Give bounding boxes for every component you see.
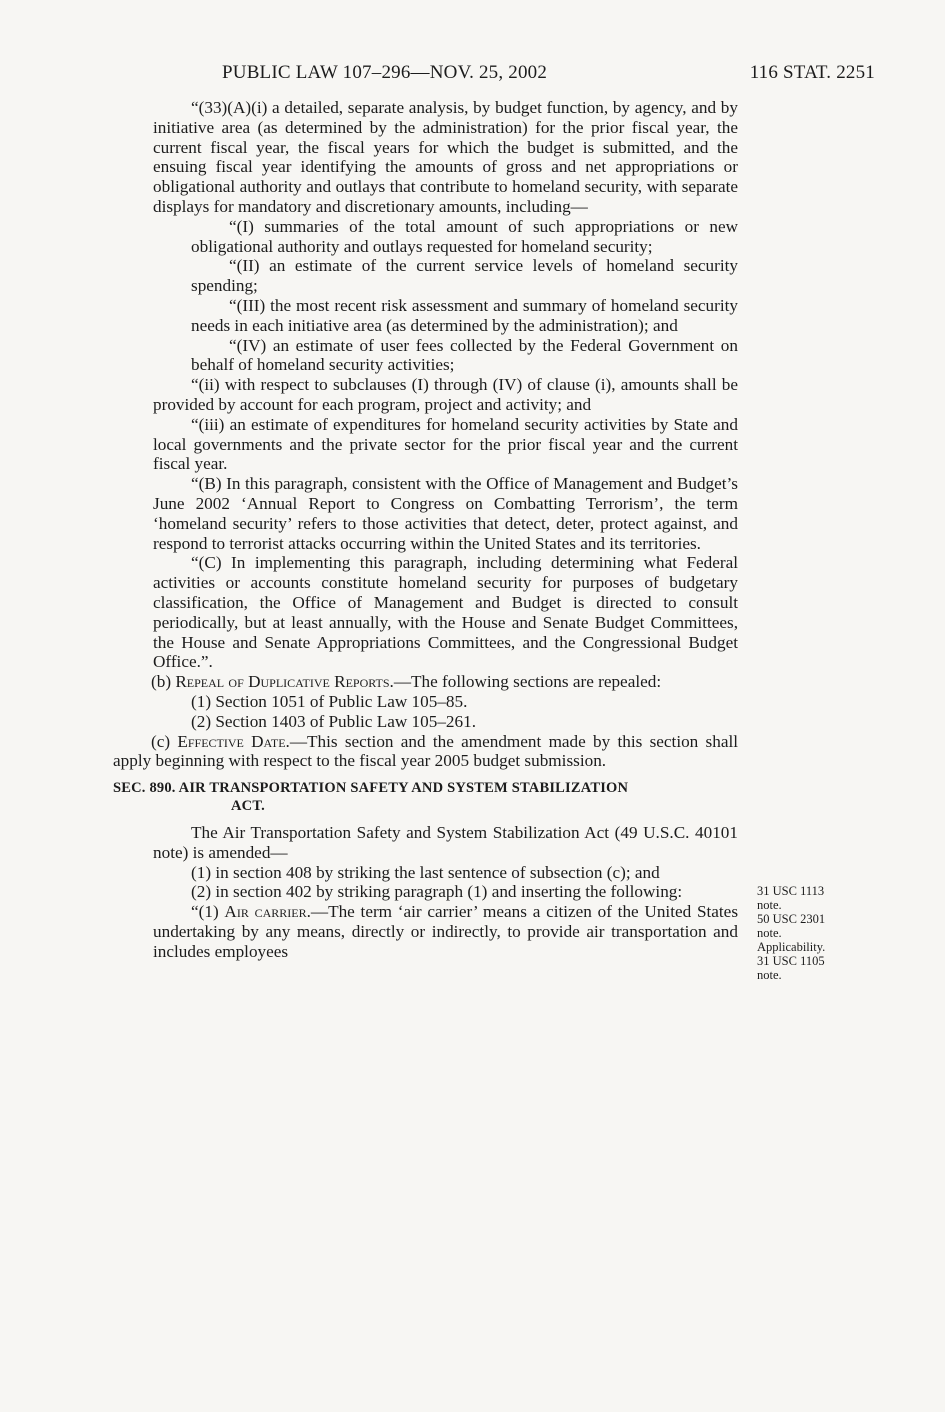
repeal-item-1: (1) Section 1051 of Public Law 105–85. xyxy=(191,691,468,711)
subsection-b-lead: (b) xyxy=(151,672,176,692)
section-heading-line1: SEC. 890. AIR TRANSPORTATION SAFETY AND SYSTEM STABILIZATION xyxy=(113,780,629,797)
section-890-intro: The Air Transportation Safety and System Stabilization Act (49 U.S.C. 40101 note) is amended— xyxy=(153,823,738,862)
statute-page-number: 116 STAT. 2251 xyxy=(749,62,875,83)
clause-iii: “(iii) an estimate of expenditures for homeland security activities by State and local governments and the private sector for the prior fiscal year and the current fiscal year. xyxy=(153,414,738,474)
repeal-item-2: (2) Section 1403 of Public Law 105–261. xyxy=(191,711,476,731)
subsection-c-lead: (c) xyxy=(151,731,178,751)
margin-note: 31 USC 1113 xyxy=(757,884,825,898)
subclause-IV: “(IV) an estimate of user fees collected by the Federal Government on behalf of homeland security activities; xyxy=(191,335,738,375)
subsection-b-heading: Repeal of Duplicative Reports xyxy=(175,672,390,692)
subclause-I: “(I) summaries of the total amount of such appropriations or new obligational authority and outlays requested for homeland security; xyxy=(191,216,738,256)
subparagraph-B: “(B) In this paragraph, consistent with the Office of Management and Budget’s June 2002 ‘Annual Report to Congress on Combatting Terrorism’, the term ‘homeland security’ refers to those activities that detect, deter, protect against, and respond to terrorist attacks occurring within the United States and its territories. xyxy=(153,474,738,553)
subsection-c-text: .—This section and the amendment made by this section shall apply beginning with respect to the fiscal year 2005 budget submission. xyxy=(113,731,739,771)
margin-note: 50 USC 2301 xyxy=(757,912,826,926)
amendment-item-1: (1) in section 408 by striking the last sentence of subsection (c); and xyxy=(191,862,660,882)
subsection-b xyxy=(113,672,738,692)
subsection-c xyxy=(113,732,738,772)
subclause-II: “(II) an estimate of the current service levels of homeland security spending; xyxy=(191,256,738,296)
margin-note: note. xyxy=(757,968,782,982)
subparagraph-C: “(C) In implementing this paragraph, including determining what Federal activities or accounts constitute homeland security for purposes of budgetary classification, the Office of Management and Budget is directed to consult periodically, but at least annually, with the House and Senate Budget Committees, the House and Senate Appropriations Committees, and the Congressional Budget Office.”. xyxy=(153,553,738,672)
page-body xyxy=(113,98,738,962)
clause-ii: “(ii) with respect to subclauses (I) through (IV) of clause (i), amounts shall be provided by account for each program, project and activity; and xyxy=(153,375,738,414)
amendment-item-2: (2) in section 402 by striking paragraph (1) and inserting the following: xyxy=(191,882,683,902)
air-carrier-lead: “(1) xyxy=(191,902,225,922)
margin-note: Applicability. xyxy=(757,940,826,954)
air-carrier-heading: Air carrier xyxy=(224,902,307,922)
air-carrier-definition xyxy=(113,902,738,961)
page-header xyxy=(0,62,945,86)
subsection-c-heading: Effective Date xyxy=(177,731,286,751)
section-heading-line2: ACT. xyxy=(231,798,265,815)
public-law-title: PUBLIC LAW 107–296—NOV. 25, 2002 xyxy=(222,62,548,83)
subclause-III: “(III) the most recent risk assessment and summary of homeland security needs in each initiative area (as determined by the administration); and xyxy=(191,295,738,335)
subsection-b-text: .—The following sections are repealed: xyxy=(389,672,662,692)
paragraph-33-a-i: “(33)(A)(i) a detailed, separate analysis, by budget function, by agency, and by initiative area (as determined by the administration) for the prior fiscal year, the current fiscal year, the fiscal years for which the budget is submitted, and the ensuing fiscal year identifying the amounts of gross and net appropriations or obligational authority and outlays that contribute to homeland security, with separate displays for mandatory and discretionary amounts, including— xyxy=(153,98,738,216)
air-carrier-text: .—The term ‘air carrier’ means a citizen of the United States undertaking by any means, directly or indirectly, to provide air transportation and includes employees xyxy=(153,902,739,961)
margin-notes xyxy=(757,884,857,982)
margin-note: 31 USC 1105 xyxy=(757,954,825,968)
margin-note: note. xyxy=(757,898,782,912)
section-890-heading xyxy=(113,779,738,815)
margin-note: note. xyxy=(757,926,782,940)
